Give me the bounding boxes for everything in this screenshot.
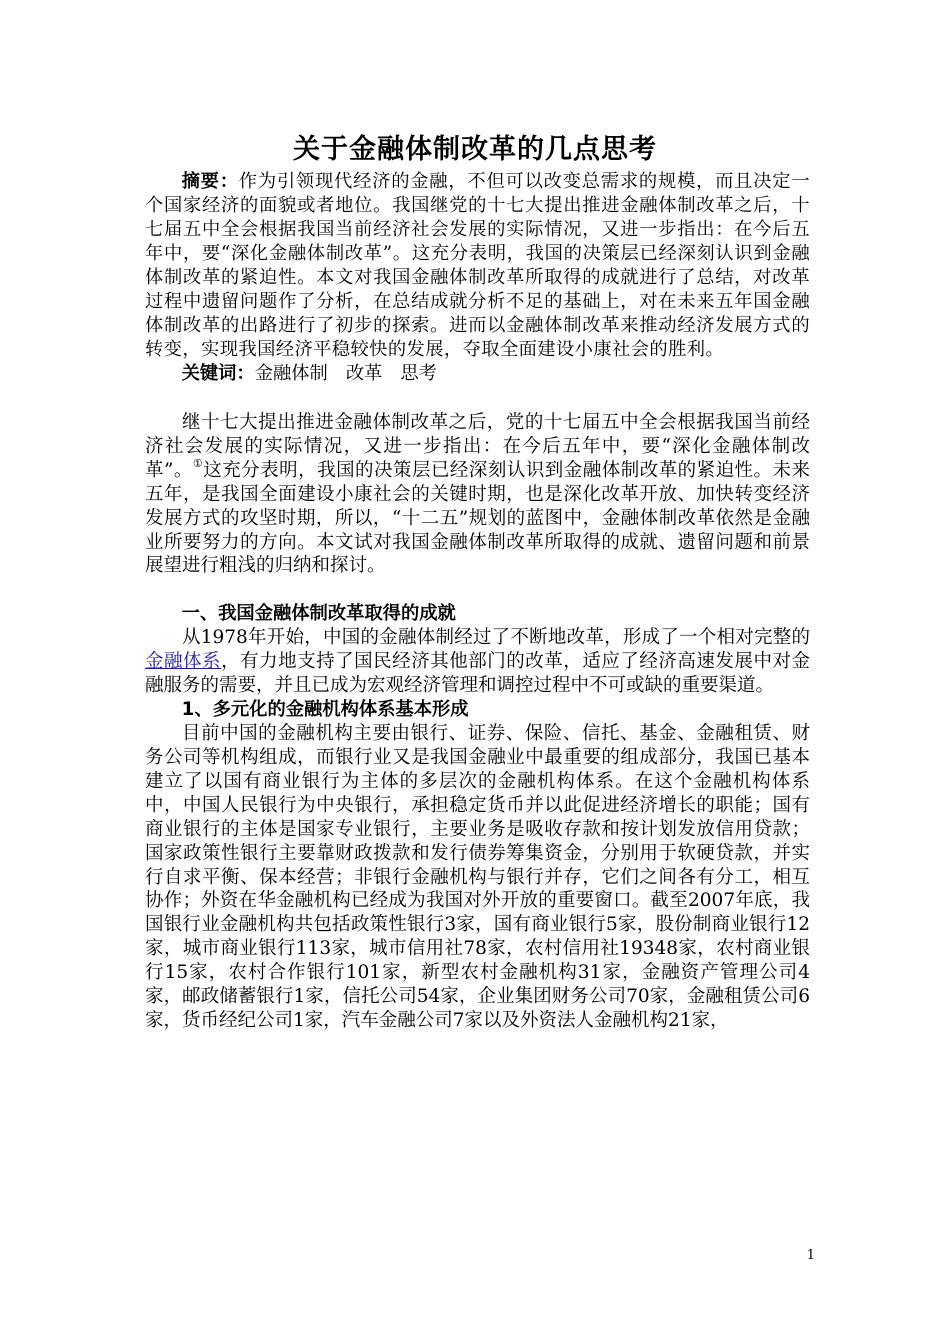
spacer [145,386,810,411]
financial-system-link[interactable]: 金融体系 [145,651,222,673]
subsection-heading: 1、多元化的金融机构体系基本形成 [181,699,469,721]
intro-text-continued: 这充分表明，我国的决策层已经深刻认识到金融体制改革的紧迫性。未来五年，是我国全面建设小康社会的关键时期，也是深化改革开放、加快转变经济发展方式的攻坚时期，所以，“十二五”规划的蓝图中，金融体制改革依然是金融业所要努力的方向。本文试对我国金融体制改革所取得的成就、遗留问题和前景展望进行粗浅的归纳和探讨。 [145,459,810,577]
spacer [145,578,810,602]
keyword-item: 改革 [345,363,383,384]
abstract-paragraph [145,170,810,362]
page-number: 1 [806,1248,815,1263]
section-heading: 一、我国金融体制改革取得的成就 [181,603,456,625]
section-paragraph [145,626,810,698]
intro-paragraph [145,411,810,578]
keyword-item: 金融体制 [254,363,328,384]
section-text-continued: ，有力地支持了国民经济其他部门的改革，适应了经济高速发展中对金融服务的需要，并且已成为宏观经济管理和调控过程中不可或缺的重要渠道。 [145,651,810,697]
abstract-text: 作为引领现代经济的金融，不但可以改变总需求的规模，而且决定一个国家经济的面貌或者地位。我国继党的十七大提出推进金融体制改革之后，十七届五中全会根据我国当前经济社会发展的实际情况，又进一步指出：在今后五年中，要“深化金融体制改革”。这充分表明，我国的决策层已经深刻认识到金融体制改革的紧迫性。本文对我国金融体制改革所取得的成就进行了总结，对改革过程中遗留问题作了分析，在总结成就分析不足的基础上，对在未来五年国金融体制改革的出路进行了初步的探索。进而以金融体制改革来推动经济发展方式的转变，实现我国经济平稳较快的发展，夺取全面建设小康社会的胜利。 [145,171,811,360]
footnote-marker[interactable]: ① [192,456,204,470]
subsection-paragraph: 目前中国的金融机构主要由银行、证券、保险、信托、基金、金融租赁、财务公司等机构组成，而银行业又是我国金融业中最重要的组成部分，我国已基本建立了以国有商业银行为主体的多层次的金融机构体系。在这个金融机构体系中，中国人民银行为中央银行，承担稳定货币并以此促进经济增长的职能；国有商业银行的主体是国家专业银行，主要业务是吸收存款和按计划发放信用贷款；国家政策性银行主要靠财政拨款和发行债券筹集资金，分别用于软硬贷款，并实行自求平衡、保本经营；非银行金融机构与银行并存，它们之间各有分工，相互协作；外资在华金融机构已经成为我国对外开放的重要窗口。截至2007年底，我国银行业金融机构共包括政策性银行3家，国有商业银行5家，股份制商业银行12家，城市商业银行113家，城市信用社78家，农村信用社19348家，农村商业银行15家，农村合作银行101家，新型农村金融机构31家，金融资产管理公司4家，邮政储蓄银行1家，信托公司54家，企业集团财务公司70家，金融租赁公司6家，货币经纪公司1家，汽车金融公司7家以及外资法人金融机构21家， [145,723,810,1031]
document-body [145,170,810,1033]
keywords-line [145,362,810,386]
section-text: 从1978年开始，中国的金融体制经过了不断地改革，形成了一个相对完整的 [182,627,810,649]
keywords-label: 关键词： [181,363,255,384]
keyword-item: 思考 [400,363,437,384]
abstract-label: 摘要： [181,171,239,192]
document-title: 关于金融体制改革的几点思考 [293,134,657,165]
intro-text: 继十七大提出推进金融体制改革之后，党的十七届五中全会根据我国当前经济社会发展的实际情况，又进一步指出：在今后五年中，要“深化金融体制改革”。 [145,412,810,481]
